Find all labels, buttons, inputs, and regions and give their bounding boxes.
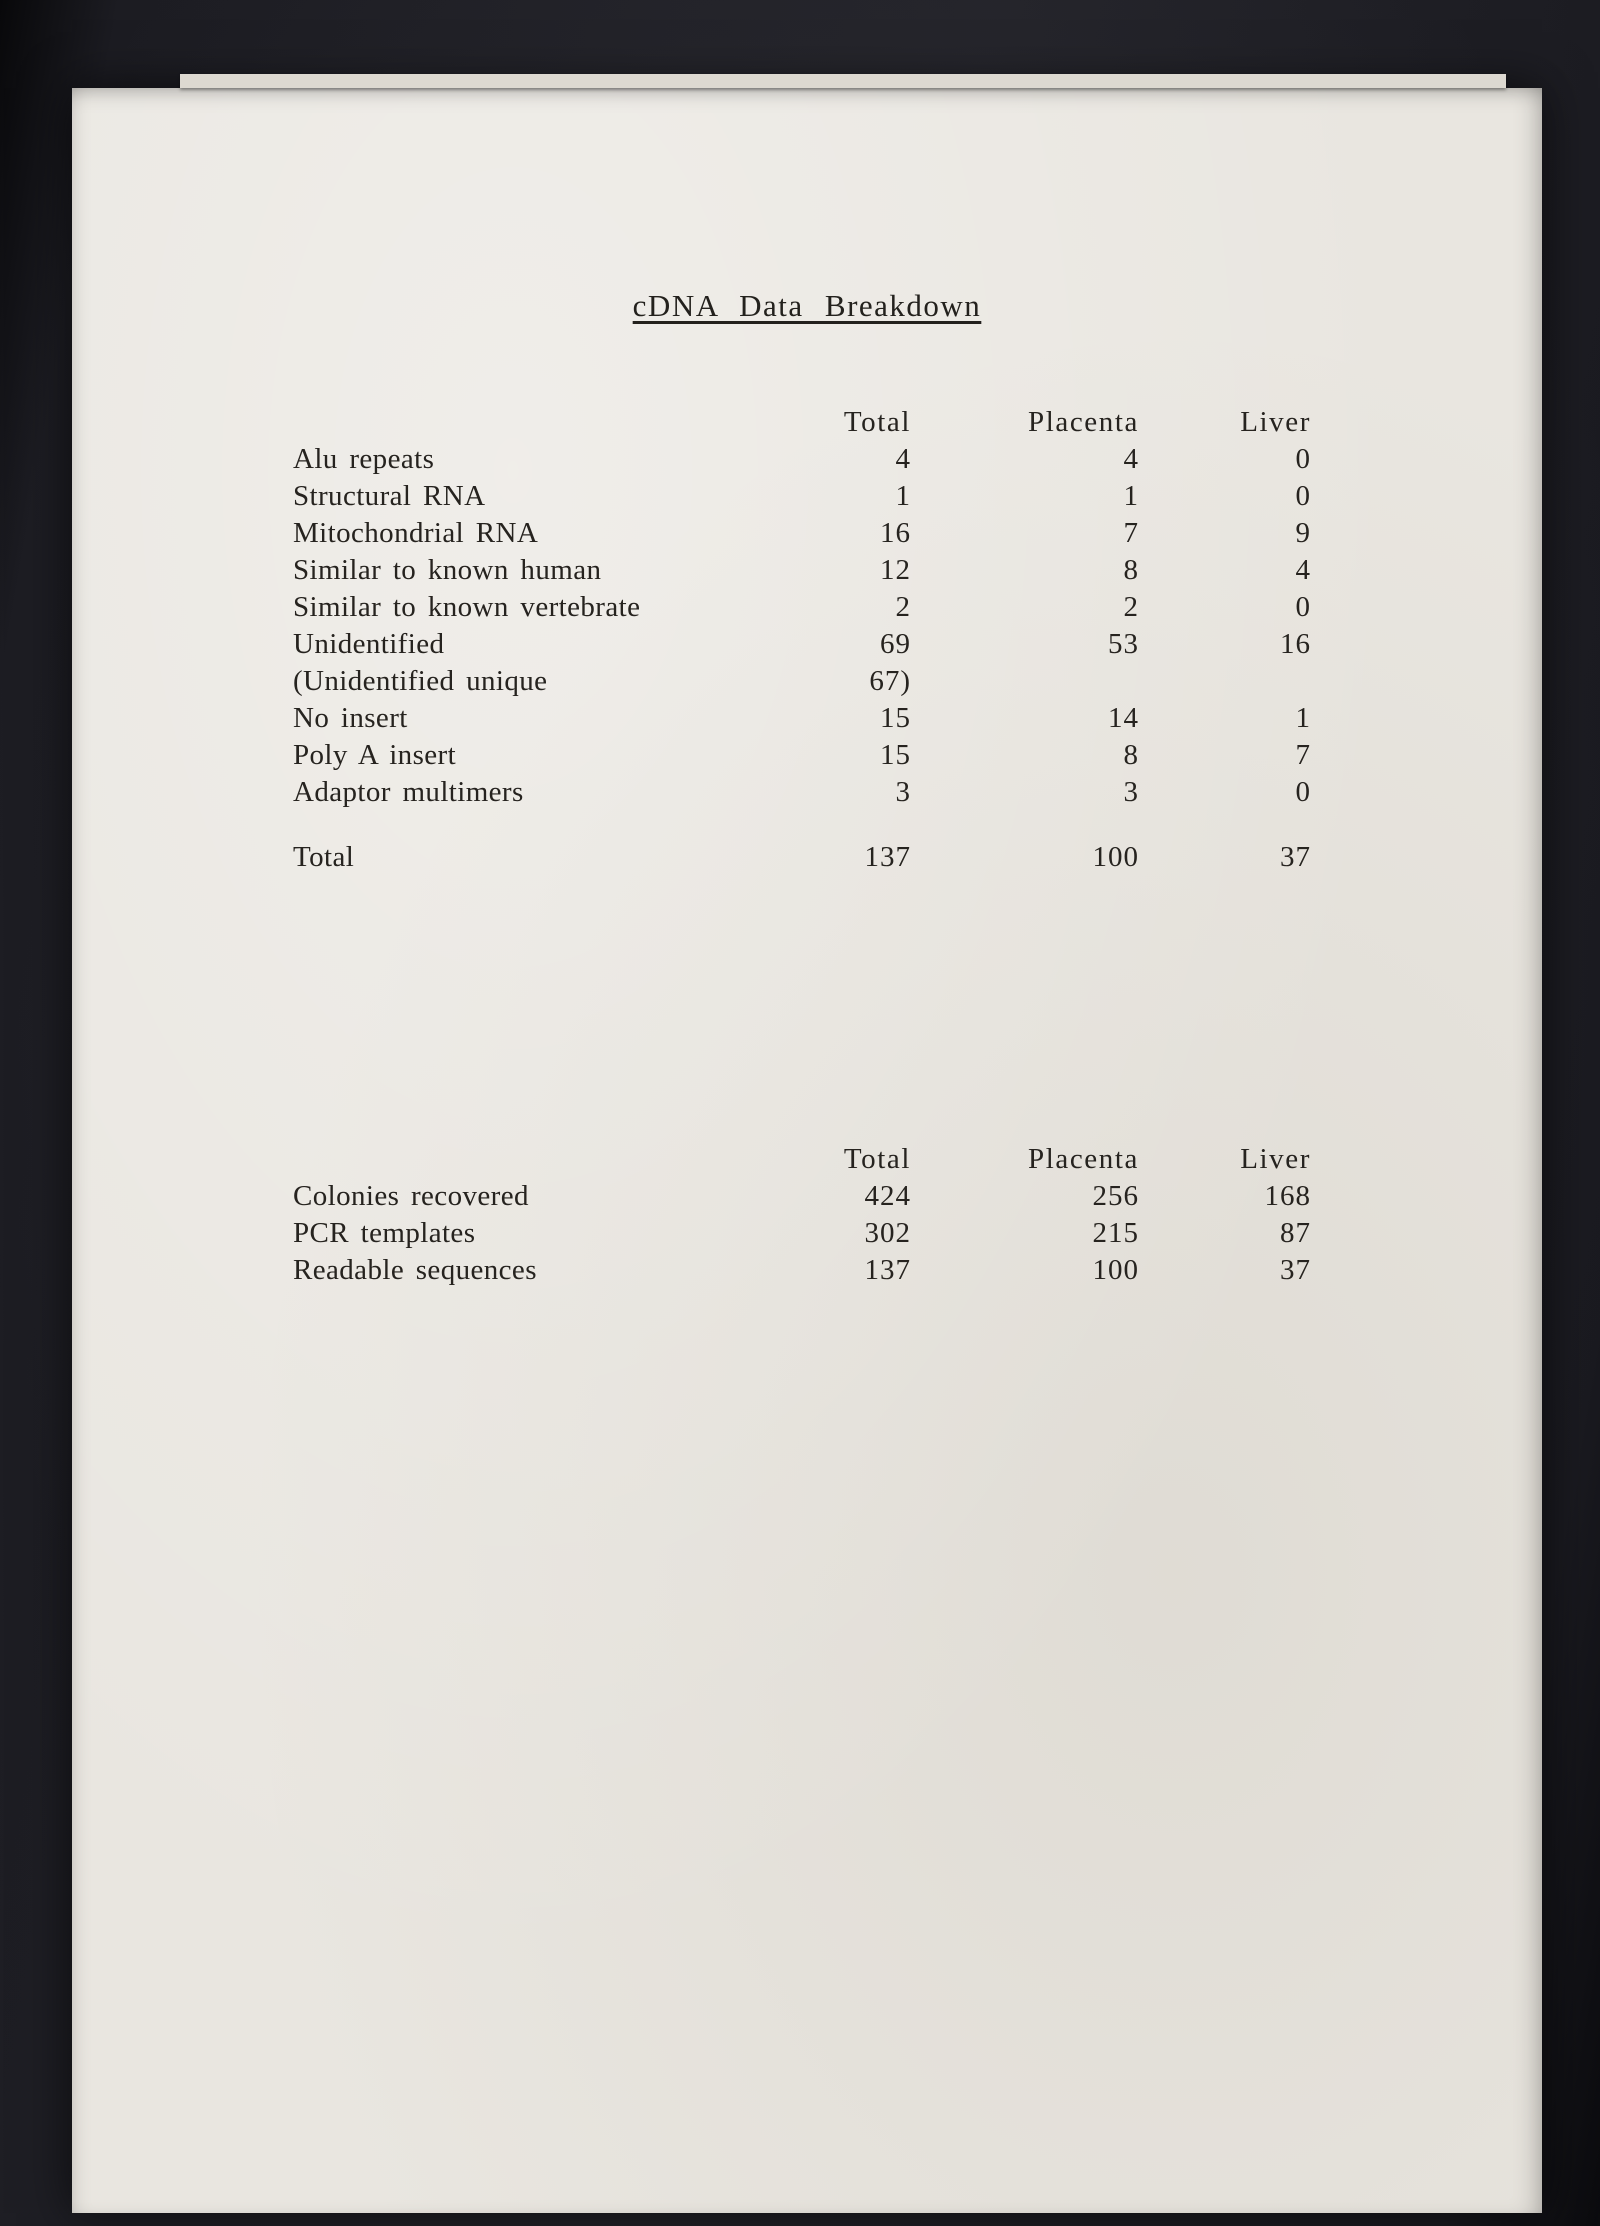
column-header-liver: Liver <box>1240 1143 1311 1175</box>
document-title: cDNA Data Breakdown <box>632 288 982 323</box>
row-label: Similar to known vertebrate <box>293 591 641 623</box>
table-row <box>72 702 1542 739</box>
cdna-breakdown-table <box>72 406 1542 878</box>
placenta-cell: 256 <box>1092 1180 1139 1212</box>
table-header-row <box>72 406 1542 443</box>
table-row <box>72 665 1542 702</box>
liver-cell: 0 <box>1295 591 1311 623</box>
table-row <box>72 443 1542 480</box>
header-spacer <box>72 406 632 443</box>
row-label: Poly A insert <box>293 739 457 771</box>
liver-cell: 0 <box>1295 776 1311 808</box>
total-cell: 15 <box>880 702 911 734</box>
column-header-placenta: Placenta <box>1027 406 1139 438</box>
total-cell: 3 <box>895 776 911 808</box>
total-cell: 4 <box>895 443 911 475</box>
table-row <box>72 591 1542 628</box>
column-header-liver: Liver <box>1240 406 1311 438</box>
header-spacer <box>72 1143 632 1180</box>
placenta-cell: 215 <box>1092 1217 1139 1249</box>
table-row <box>72 554 1542 591</box>
row-label: Mitochondrial RNA <box>293 517 539 549</box>
total-cell: 424 <box>864 1180 911 1212</box>
row-label: Total <box>293 841 355 873</box>
placenta-cell: 2 <box>1123 591 1139 623</box>
table-row <box>72 1254 1542 1291</box>
row-label: No insert <box>293 702 408 734</box>
recovery-summary-table <box>72 1143 1542 1291</box>
placenta-cell: 7 <box>1123 517 1139 549</box>
table-total-row <box>72 841 1542 878</box>
total-cell: 15 <box>880 739 911 771</box>
liver-cell: 0 <box>1295 443 1311 475</box>
liver-cell: 9 <box>1295 517 1311 549</box>
placenta-cell: 8 <box>1123 554 1139 586</box>
liver-cell: 7 <box>1295 739 1311 771</box>
liver-cell: 4 <box>1295 554 1311 586</box>
liver-cell: 87 <box>1280 1217 1311 1249</box>
table-row <box>72 628 1542 665</box>
liver-cell: 16 <box>1280 628 1311 660</box>
row-label: Readable sequences <box>293 1254 537 1286</box>
liver-cell: 37 <box>1280 841 1311 873</box>
table-row <box>72 739 1542 776</box>
table-row <box>72 1180 1542 1217</box>
column-header-total: Total <box>843 1143 911 1175</box>
total-cell: 1 <box>895 480 911 512</box>
total-cell: 2 <box>895 591 911 623</box>
placenta-cell: 8 <box>1123 739 1139 771</box>
total-cell: 137 <box>864 841 911 873</box>
row-label: Unidentified <box>293 628 445 660</box>
placenta-cell: 53 <box>1108 628 1139 660</box>
liver-cell: 37 <box>1280 1254 1311 1286</box>
placenta-cell: 100 <box>1092 1254 1139 1286</box>
liver-cell: 0 <box>1295 480 1311 512</box>
placenta-cell: 14 <box>1108 702 1139 734</box>
row-label: Similar to known human <box>293 554 602 586</box>
table-row <box>72 1217 1542 1254</box>
total-cell: 16 <box>880 517 911 549</box>
total-cell: 69 <box>880 628 911 660</box>
row-label: (Unidentified unique <box>293 665 548 697</box>
document-page <box>72 88 1542 2213</box>
total-cell: 67) <box>869 665 911 697</box>
placenta-cell: 1 <box>1123 480 1139 512</box>
placenta-cell: 3 <box>1123 776 1139 808</box>
liver-cell: 168 <box>1264 1180 1311 1212</box>
table-row <box>72 776 1542 813</box>
total-cell: 302 <box>864 1217 911 1249</box>
placenta-cell <box>911 665 1139 702</box>
row-label: PCR templates <box>293 1217 476 1249</box>
liver-cell: 1 <box>1295 702 1311 734</box>
table-row <box>72 517 1542 554</box>
row-label: Alu repeats <box>293 443 435 475</box>
row-label: Colonies recovered <box>293 1180 529 1212</box>
table-header-row <box>72 1143 1542 1180</box>
placenta-cell: 100 <box>1092 841 1139 873</box>
total-cell: 137 <box>864 1254 911 1286</box>
liver-cell <box>1139 665 1311 702</box>
column-header-placenta: Placenta <box>1027 1143 1139 1175</box>
total-cell: 12 <box>880 554 911 586</box>
column-header-total: Total <box>843 406 911 438</box>
row-label: Structural RNA <box>293 480 486 512</box>
table-row <box>72 480 1542 517</box>
row-label: Adaptor multimers <box>293 776 524 808</box>
placenta-cell: 4 <box>1123 443 1139 475</box>
